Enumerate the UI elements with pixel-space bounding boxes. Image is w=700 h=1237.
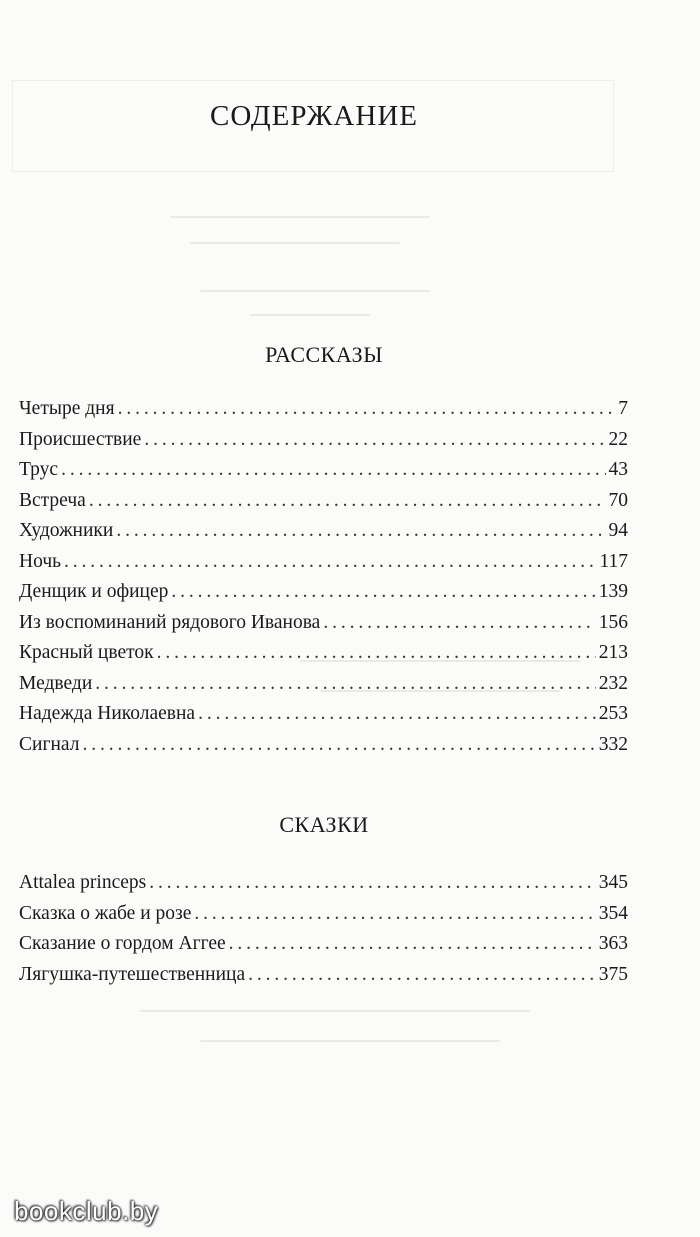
toc-entry[interactable]	[19, 581, 628, 612]
site-watermark: bookclub.by	[14, 1196, 159, 1226]
entry-page-number: 7	[618, 398, 628, 419]
entry-title: Художники	[19, 520, 114, 541]
section-heading-stories: РАССКАЗЫ	[265, 342, 383, 367]
entry-title: Красный цветок	[19, 642, 154, 663]
entry-title: Надежда Николаевна	[19, 703, 196, 724]
toc-entry[interactable]	[19, 703, 628, 734]
dot-leader	[248, 964, 596, 986]
entry-page-number: 332	[598, 733, 628, 755]
dot-leader	[82, 734, 595, 756]
entry-page-number: 363	[598, 933, 628, 954]
entry-page-number: 156	[598, 611, 628, 633]
entry-title: Лягушка-путешественница	[19, 963, 246, 985]
show-through-line	[200, 1040, 500, 1042]
dot-leader	[194, 903, 595, 925]
dot-leader	[229, 933, 596, 955]
toc-list-tales	[19, 872, 628, 994]
page-title: СОДЕРЖАНИЕ	[210, 100, 418, 132]
dot-leader	[149, 872, 596, 894]
toc-entry[interactable]	[19, 933, 628, 964]
entry-title: Attalea princeps	[19, 872, 147, 893]
show-through-line	[140, 1010, 530, 1012]
entry-title: Сказание о гордом Аггее	[19, 933, 226, 954]
toc-entry[interactable]	[19, 673, 628, 704]
entry-page-number: 117	[599, 550, 628, 572]
entry-title: Четыре дня	[19, 398, 115, 419]
entry-title: Медведи	[19, 672, 93, 694]
entry-title: Трус	[19, 459, 59, 480]
toc-entry[interactable]	[19, 520, 628, 551]
entry-title: Из воспоминаний рядового Иванова	[19, 611, 321, 633]
toc-entry[interactable]	[19, 903, 628, 934]
entry-page-number: 354	[598, 902, 628, 924]
entry-page-number: 94	[608, 520, 628, 541]
dot-leader	[64, 551, 596, 573]
dot-leader	[118, 398, 616, 420]
entry-page-number: 22	[608, 428, 628, 450]
dot-leader	[116, 520, 605, 542]
dot-leader	[144, 429, 605, 451]
dot-leader	[171, 581, 595, 603]
toc-entry[interactable]	[19, 551, 628, 582]
section-heading-tales: СКАЗКИ	[279, 812, 369, 837]
entry-page-number: 375	[598, 963, 628, 985]
show-through-line	[190, 242, 400, 244]
dot-leader	[61, 459, 605, 481]
entry-title: Денщик и офицер	[19, 581, 169, 602]
toc-entry[interactable]	[19, 398, 628, 429]
dot-leader	[323, 612, 595, 634]
dot-leader	[89, 490, 606, 512]
entry-title: Встреча	[19, 489, 86, 511]
entry-page-number: 139	[598, 581, 628, 602]
entry-title: Ночь	[19, 550, 62, 572]
entry-page-number: 70	[608, 489, 628, 511]
toc-entry[interactable]	[19, 872, 628, 903]
entry-page-number: 232	[598, 672, 628, 694]
entry-page-number: 43	[608, 459, 628, 480]
entry-title: Сказка о жабе и розе	[19, 902, 192, 924]
toc-entry[interactable]	[19, 429, 628, 460]
entry-page-number: 253	[598, 703, 628, 724]
toc-entry[interactable]	[19, 734, 628, 765]
show-through-line	[170, 216, 430, 218]
entry-page-number: 213	[598, 642, 628, 663]
toc-entry[interactable]	[19, 964, 628, 995]
entry-page-number: 345	[598, 872, 628, 893]
show-through-line	[200, 290, 430, 292]
toc-list-stories	[19, 398, 628, 764]
dot-leader	[157, 642, 596, 664]
toc-entry[interactable]	[19, 459, 628, 490]
toc-entry[interactable]	[19, 612, 628, 643]
dot-leader	[198, 703, 596, 725]
entry-title: Происшествие	[19, 428, 142, 450]
show-through-line	[250, 314, 370, 316]
dot-leader	[95, 673, 596, 695]
toc-entry[interactable]	[19, 642, 628, 673]
entry-title: Сигнал	[19, 733, 80, 755]
toc-entry[interactable]	[19, 490, 628, 521]
